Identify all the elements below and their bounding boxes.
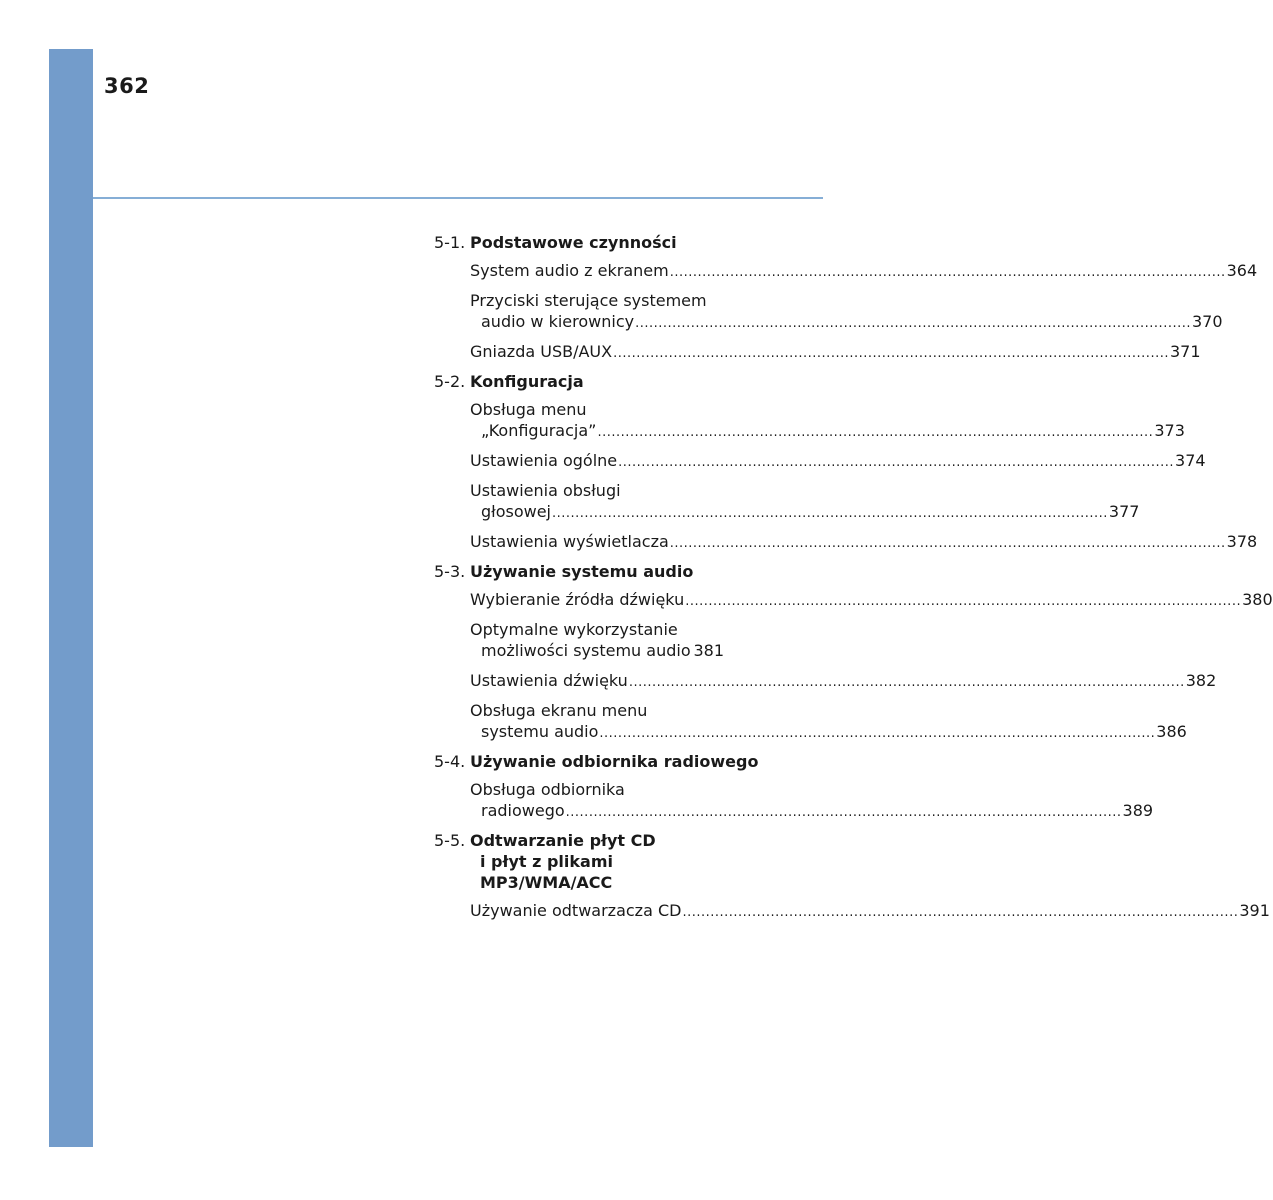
toc-entry-label: Gniazda USB/AUX bbox=[470, 342, 613, 361]
toc-section-heading[interactable] bbox=[434, 751, 759, 772]
toc-entry-row bbox=[470, 721, 1187, 744]
toc-entry-row bbox=[470, 800, 1154, 823]
toc-entry[interactable] bbox=[434, 450, 1206, 473]
toc-entry-line: Obsługa menu bbox=[470, 400, 587, 419]
toc-entry-label: audio w kierownicy bbox=[481, 312, 635, 331]
toc-entry-page-number: 391 bbox=[1239, 901, 1270, 920]
toc-entry-page-number: 378 bbox=[1226, 532, 1258, 551]
toc-entry-label: „Konfiguracja” bbox=[481, 421, 597, 440]
toc-entry-page-number: 371 bbox=[1169, 342, 1201, 361]
toc-section-heading[interactable] bbox=[434, 232, 724, 253]
toc-entry-page-number: 377 bbox=[1108, 502, 1140, 521]
toc-section-heading[interactable] bbox=[434, 561, 724, 582]
page-number: 362 bbox=[104, 74, 150, 98]
toc-section-title-line: Używanie systemu audio bbox=[470, 562, 694, 581]
toc-section-heading[interactable] bbox=[434, 371, 724, 392]
toc-entry[interactable] bbox=[434, 531, 1258, 554]
toc-section-number: 5-2. bbox=[434, 372, 466, 391]
toc-entry-label: Ustawienia ogólne bbox=[470, 451, 618, 470]
toc-section bbox=[434, 751, 1154, 823]
toc-entry-page-number: 380 bbox=[1242, 590, 1273, 609]
toc-section bbox=[434, 561, 1273, 744]
toc-entry[interactable] bbox=[434, 700, 1187, 744]
toc-entry[interactable] bbox=[434, 779, 1154, 823]
toc-entry-label: Używanie odtwarzacza CD bbox=[470, 901, 682, 920]
toc-entry-line: Optymalne wykorzystanie bbox=[470, 620, 678, 639]
toc-section-title-line: Podstawowe czynności bbox=[470, 233, 677, 252]
toc-entry-label: Wybieranie źródła dźwięku bbox=[470, 590, 685, 609]
toc-entry-row bbox=[470, 589, 1273, 612]
toc-entry-line: Ustawienia obsługi bbox=[470, 481, 621, 500]
toc-section-number: 5-1. bbox=[434, 233, 466, 252]
toc-entry-label: systemu audio bbox=[481, 722, 599, 741]
dot-leader: ........................................................................................................................ bbox=[599, 726, 1156, 741]
toc-entry[interactable] bbox=[434, 480, 1140, 524]
toc-entry-page-number: 386 bbox=[1156, 722, 1187, 741]
dot-leader: ........................................................................................................................ bbox=[669, 265, 1226, 280]
toc-entry[interactable] bbox=[434, 589, 1273, 612]
dot-leader: ........................................................................................................................ bbox=[552, 506, 1108, 521]
toc-section-title-line: Odtwarzanie płyt CD bbox=[470, 831, 656, 850]
dot-leader: ........................................................................................................................ bbox=[565, 805, 1122, 820]
table-of-contents bbox=[434, 232, 1273, 930]
dot-leader: ........................................................................................................................ bbox=[597, 425, 1154, 440]
toc-entry[interactable] bbox=[434, 670, 1217, 693]
dot-leader: ........................................................................................................................ bbox=[685, 594, 1242, 609]
toc-section-title-line: i płyt z plikami bbox=[480, 852, 613, 871]
toc-section-title-line: Konfiguracja bbox=[470, 372, 584, 391]
toc-section-title bbox=[470, 232, 677, 253]
toc-entry-row bbox=[470, 341, 1201, 364]
dot-leader: ........................................................................................................................ bbox=[669, 536, 1226, 551]
toc-entry-page-number: 389 bbox=[1122, 801, 1154, 820]
toc-section-title bbox=[470, 830, 656, 893]
toc-section bbox=[434, 830, 1270, 923]
toc-entry-line: Przyciski sterujące systemem bbox=[470, 291, 707, 310]
toc-entry[interactable] bbox=[434, 399, 1185, 443]
toc-section-title bbox=[470, 561, 693, 582]
toc-entry-row bbox=[470, 450, 1206, 473]
toc-entry-page-number: 364 bbox=[1226, 261, 1258, 280]
toc-section-number: 5-5. bbox=[434, 831, 466, 850]
header-rule bbox=[93, 197, 823, 199]
toc-entry-row bbox=[470, 260, 1258, 283]
toc-entry-page-number: 374 bbox=[1175, 451, 1206, 470]
toc-entry-row bbox=[470, 640, 724, 663]
dot-leader: ........................................................................................................................ bbox=[618, 455, 1175, 470]
toc-entry[interactable] bbox=[434, 341, 1201, 364]
toc-entry-row bbox=[470, 420, 1185, 443]
toc-entry-label: głosowej bbox=[481, 502, 551, 521]
toc-entry-label: radiowego bbox=[481, 801, 565, 820]
toc-entry-line: Obsługa odbiornika bbox=[470, 780, 625, 799]
toc-entry-page-number: 381 bbox=[693, 641, 724, 660]
toc-entry[interactable] bbox=[434, 260, 1258, 283]
toc-entry-row bbox=[470, 531, 1258, 554]
toc-entry-page-number: 382 bbox=[1185, 671, 1217, 690]
toc-entry-page-number: 373 bbox=[1154, 421, 1185, 440]
toc-section-number: 5-4. bbox=[434, 752, 466, 771]
toc-entry-label: możliwości systemu audio bbox=[481, 641, 691, 660]
toc-entry-label: Ustawienia dźwięku bbox=[470, 671, 628, 690]
toc-entry-line: Obsługa ekranu menu bbox=[470, 701, 648, 720]
toc-section-number: 5-3. bbox=[434, 562, 466, 581]
dot-leader: ........................................................................................................................ bbox=[682, 905, 1239, 920]
toc-entry[interactable] bbox=[434, 290, 1223, 334]
toc-section-title bbox=[470, 751, 758, 772]
toc-entry-page-number: 370 bbox=[1192, 312, 1223, 331]
toc-entry-row bbox=[470, 311, 1223, 334]
dot-leader: ........................................................................................................................ bbox=[628, 675, 1185, 690]
toc-entry-row bbox=[470, 670, 1217, 693]
toc-entry[interactable] bbox=[434, 900, 1270, 923]
toc-section-title-line: MP3/WMA/ACC bbox=[480, 873, 613, 892]
toc-section-title bbox=[470, 371, 584, 392]
dot-leader: ........................................................................................................................ bbox=[613, 346, 1169, 361]
toc-section-heading[interactable] bbox=[434, 830, 724, 893]
dot-leader: ........................................................................................................................ bbox=[635, 316, 1191, 331]
chapter-side-bar bbox=[49, 49, 93, 1147]
toc-entry-label: System audio z ekranem bbox=[470, 261, 669, 280]
dot-leader bbox=[692, 642, 693, 663]
toc-entry-row bbox=[470, 501, 1140, 524]
toc-section-title-line: Używanie odbiornika radiowego bbox=[470, 752, 759, 771]
toc-entry-label: Ustawienia wyświetlacza bbox=[470, 532, 669, 551]
toc-entry[interactable] bbox=[434, 619, 724, 663]
toc-section bbox=[434, 371, 1258, 554]
toc-section bbox=[434, 232, 1258, 364]
toc-entry-row bbox=[470, 900, 1270, 923]
